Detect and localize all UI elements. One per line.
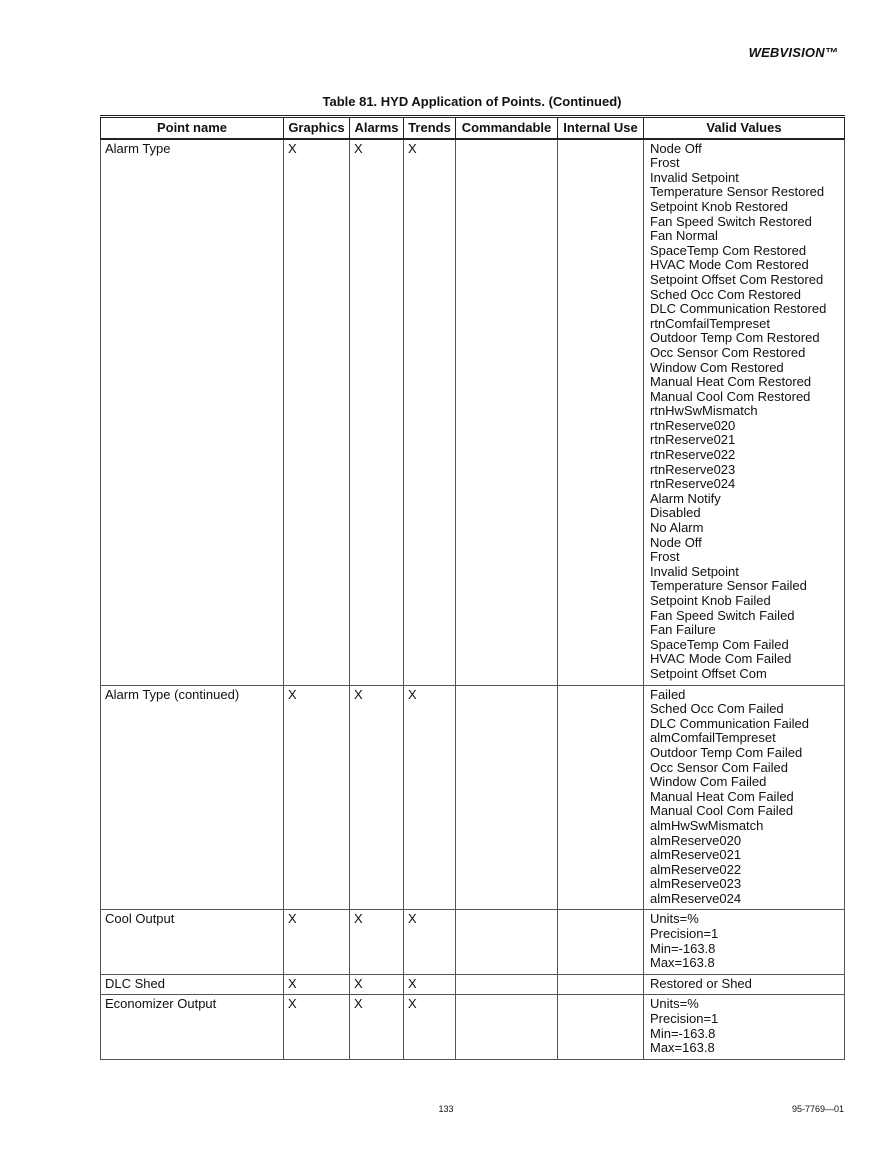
table-row — [101, 995, 845, 1059]
valid-value-item: Units=% — [650, 996, 699, 1012]
valid-value-item: Max=163.8 — [650, 1040, 715, 1056]
valid-value-item: HVAC Mode Com Failed — [650, 651, 792, 667]
valid-values-cell — [644, 139, 845, 685]
valid-value-item: No Alarm — [650, 520, 704, 536]
valid-value-item: Frost — [650, 155, 680, 171]
table-row — [101, 974, 845, 995]
valid-value-item: almReserve020 — [650, 832, 742, 848]
valid-value-item: rtnReserve021 — [650, 432, 736, 448]
column-header-commandable: Commandable — [456, 117, 558, 139]
column-header-internal-use: Internal Use — [558, 117, 644, 139]
valid-value-item: HVAC Mode Com Restored — [650, 257, 809, 273]
trends-cell: X — [404, 685, 456, 910]
valid-value-item: rtnHwSwMismatch — [650, 403, 758, 419]
valid-value-item: Temperature Sensor Failed — [650, 578, 807, 594]
internal-use-cell — [558, 910, 644, 974]
valid-value-item: Precision=1 — [650, 926, 719, 942]
valid-value-item: Max=163.8 — [650, 955, 715, 971]
commandable-cell — [456, 974, 558, 995]
alarms-cell: X — [350, 974, 404, 995]
document-number: 95-7769—01 — [791, 1104, 844, 1114]
valid-value-item: Units=% — [650, 911, 699, 927]
alarms-cell: X — [350, 910, 404, 974]
valid-value-item: Window Com Restored — [650, 359, 784, 375]
valid-value-item: rtnReserve024 — [650, 476, 736, 492]
alarms-cell: X — [350, 139, 404, 685]
valid-value-item: Sched Occ Com Failed — [650, 701, 784, 717]
valid-value-item: Setpoint Offset Com Restored — [650, 271, 824, 287]
page-number: 133 — [438, 1104, 454, 1114]
valid-value-item: Min=-163.8 — [650, 1025, 716, 1041]
valid-value-item: Outdoor Temp Com Restored — [650, 330, 820, 346]
trends-cell: X — [404, 974, 456, 995]
graphics-cell: X — [284, 974, 350, 995]
valid-value-item: Fan Failure — [650, 622, 716, 638]
column-header-trends: Trends — [404, 117, 456, 139]
commandable-cell — [456, 995, 558, 1059]
table-row — [101, 685, 845, 910]
point-name-cell: Cool Output — [101, 910, 284, 974]
points-table — [100, 115, 845, 1060]
valid-value-item: Node Off — [650, 534, 702, 550]
valid-value-item: almReserve023 — [650, 876, 742, 892]
valid-value-item: Disabled — [650, 505, 701, 521]
valid-value-item: Alarm Notify — [650, 490, 721, 506]
valid-value-item: Frost — [650, 549, 680, 565]
valid-value-item: Node Off — [650, 140, 702, 156]
valid-value-item: Setpoint Knob Restored — [650, 198, 789, 214]
valid-value-item: rtnReserve023 — [650, 461, 736, 477]
valid-value-item: Temperature Sensor Restored — [650, 184, 825, 200]
valid-value-item: almReserve022 — [650, 861, 742, 877]
alarms-cell: X — [350, 995, 404, 1059]
graphics-cell: X — [284, 910, 350, 974]
valid-value-item: DLC Communication Restored — [650, 301, 827, 317]
point-name-cell: Alarm Type (continued) — [101, 685, 284, 910]
valid-value-item: SpaceTemp Com Failed — [650, 636, 789, 652]
table-row — [101, 139, 845, 685]
valid-value-item: rtnReserve022 — [650, 447, 736, 463]
valid-value-item: Occ Sensor Com Failed — [650, 759, 788, 775]
valid-value-item: Min=-163.8 — [650, 940, 716, 956]
valid-value-item: Manual Cool Com Restored — [650, 388, 811, 404]
graphics-cell: X — [284, 685, 350, 910]
valid-value-item: DLC Communication Failed — [650, 715, 809, 731]
table-body — [101, 139, 845, 1060]
valid-value-item: Outdoor Temp Com Failed — [650, 744, 803, 760]
valid-values-cell — [644, 910, 845, 974]
internal-use-cell — [558, 139, 644, 685]
valid-value-item: Fan Normal — [650, 228, 718, 244]
column-header-graphics: Graphics — [284, 117, 350, 139]
valid-value-item: Setpoint Offset Com — [650, 665, 767, 681]
graphics-cell: X — [284, 139, 350, 685]
column-header-point-name: Point name — [101, 117, 284, 139]
valid-value-item: almHwSwMismatch — [650, 817, 764, 833]
valid-value-item: almReserve024 — [650, 890, 742, 906]
table-header-row — [101, 117, 845, 139]
valid-value-item: rtnReserve020 — [650, 417, 736, 433]
commandable-cell — [456, 685, 558, 910]
valid-values-cell — [644, 685, 845, 910]
table-caption: Table 81. HYD Application of Points. (Continued) — [322, 94, 622, 109]
valid-values-cell — [644, 974, 845, 995]
trends-cell: X — [404, 910, 456, 974]
valid-value-item: Invalid Setpoint — [650, 563, 739, 579]
graphics-cell: X — [284, 995, 350, 1059]
trends-cell: X — [404, 995, 456, 1059]
valid-value-item: SpaceTemp Com Restored — [650, 242, 807, 258]
valid-value-item: Fan Speed Switch Failed — [650, 607, 795, 623]
valid-value-item: Fan Speed Switch Restored — [650, 213, 812, 229]
column-header-valid-values: Valid Values — [644, 117, 845, 139]
commandable-cell — [456, 910, 558, 974]
trends-cell: X — [404, 139, 456, 685]
internal-use-cell — [558, 995, 644, 1059]
alarms-cell: X — [350, 685, 404, 910]
point-name-cell: DLC Shed — [101, 974, 284, 995]
point-name-cell: Alarm Type — [101, 139, 284, 685]
valid-values-cell — [644, 995, 845, 1059]
column-header-alarms: Alarms — [350, 117, 404, 139]
header-brand: WEBVISION™ — [748, 45, 838, 60]
valid-value-item: rtnComfailTempreset — [650, 315, 770, 331]
valid-value-item: Sched Occ Com Restored — [650, 286, 802, 302]
internal-use-cell — [558, 685, 644, 910]
valid-value-item: Manual Heat Com Failed — [650, 788, 794, 804]
valid-value-item: Setpoint Knob Failed — [650, 593, 771, 608]
valid-value-item: Manual Heat Com Restored — [650, 374, 812, 390]
valid-value-item: Precision=1 — [650, 1011, 719, 1027]
valid-value-item: almComfailTempreset — [650, 730, 776, 746]
valid-value-item: Invalid Setpoint — [650, 169, 739, 185]
valid-value-item: Failed — [650, 686, 686, 702]
valid-value-item: Occ Sensor Com Restored — [650, 344, 806, 360]
valid-value-item: Manual Cool Com Failed — [650, 803, 794, 819]
valid-value-item: Window Com Failed — [650, 774, 767, 790]
table-row — [101, 910, 845, 974]
commandable-cell — [456, 139, 558, 685]
valid-value-item: Restored or Shed — [650, 975, 752, 991]
point-name-cell: Economizer Output — [101, 995, 284, 1059]
valid-value-item: almReserve021 — [650, 847, 742, 863]
internal-use-cell — [558, 974, 644, 995]
